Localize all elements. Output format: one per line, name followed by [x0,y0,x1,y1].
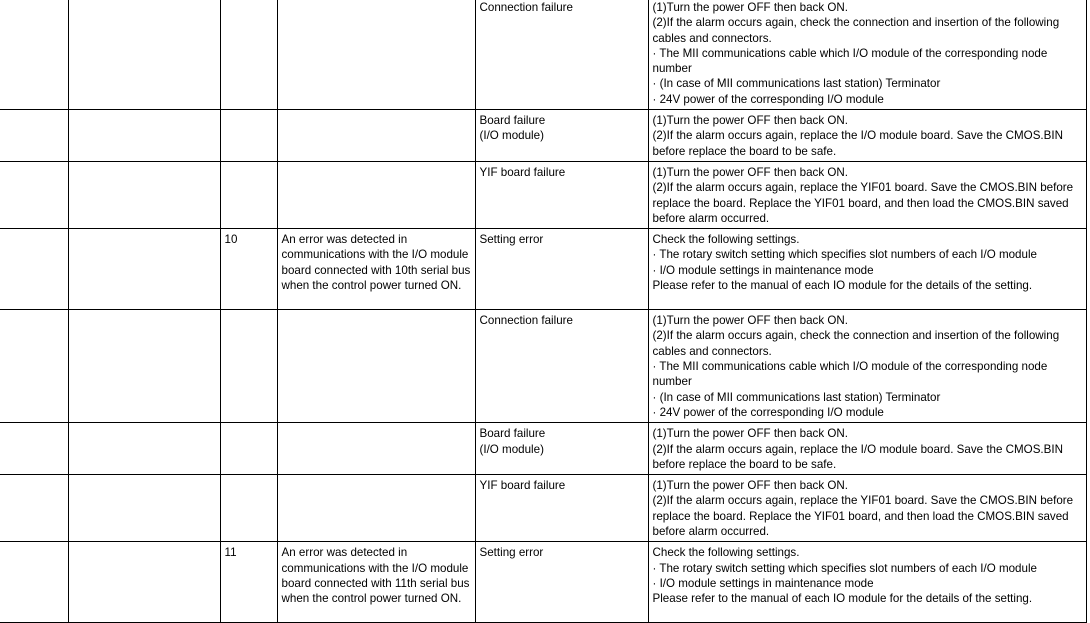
error-description-cell: An error was detected in communications with the I/O module board connected with 11th serial bus when the control power turned ON. [277,542,475,623]
table-row [0,310,1086,423]
blank-cell [0,310,68,423]
remedy-cell: (1)Turn the power OFF then back ON. (2)If the alarm occurs again, check the connection and insertion of the following cables and connectors. · The MII communications cable which I/O module of the corresponding node number · (In case of MII communications last station) Terminator · 24V power of the corresponding I/O module [648,0,1086,110]
cause-cell: Board failure (I/O module) [475,110,648,162]
table-row [0,475,1086,542]
blank-cell [0,542,68,623]
table-row [0,229,1086,310]
blank-cell [68,423,220,475]
blank-cell [68,475,220,542]
sub-code-cell [220,423,277,475]
sub-code-cell [220,475,277,542]
blank-cell [68,110,220,162]
remedy-cell: Check the following settings. · The rotary switch setting which specifies slot numbers of each I/O module · I/O module settings in maintenance mode Please refer to the manual of each IO module for the details of the setting. [648,542,1086,623]
error-description-cell [277,310,475,423]
cause-cell: Setting error [475,542,648,623]
table-row [0,423,1086,475]
table-row [0,110,1086,162]
error-description-cell [277,0,475,110]
blank-cell [0,0,68,110]
blank-cell [68,0,220,110]
blank-cell [0,475,68,542]
error-description-cell [277,475,475,542]
remedy-cell: (1)Turn the power OFF then back ON. (2)If the alarm occurs again, check the connection and insertion of the following cables and connectors. · The MII communications cable which I/O module of the corresponding node number · (In case of MII communications last station) Terminator · 24V power of the corresponding I/O module [648,310,1086,423]
table-row [0,542,1086,623]
error-description-cell [277,161,475,228]
sub-code-cell [220,161,277,228]
remedy-cell: (1)Turn the power OFF then back ON. (2)If the alarm occurs again, replace the I/O module board. Save the CMOS.BIN before replace the board to be safe. [648,423,1086,475]
error-description-cell: An error was detected in communications with the I/O module board connected with 10th serial bus when the control power turned ON. [277,229,475,310]
sub-code-cell: 11 [220,542,277,623]
table-row [0,0,1086,110]
blank-cell [0,229,68,310]
cause-cell: Connection failure [475,0,648,110]
blank-cell [68,542,220,623]
blank-cell [68,161,220,228]
sub-code-cell [220,310,277,423]
cause-cell: YIF board failure [475,475,648,542]
cause-cell: YIF board failure [475,161,648,228]
remedy-cell: (1)Turn the power OFF then back ON. (2)If the alarm occurs again, replace the YIF01 board. Save the CMOS.BIN before replace the board. Replace the YIF01 board, and then load the CMOS.BIN saved before alarm occurred. [648,475,1086,542]
table-row [0,161,1086,228]
cause-cell: Connection failure [475,310,648,423]
remedy-cell: (1)Turn the power OFF then back ON. (2)If the alarm occurs again, replace the I/O module board. Save the CMOS.BIN before replace the board to be safe. [648,110,1086,162]
remedy-cell: (1)Turn the power OFF then back ON. (2)If the alarm occurs again, replace the YIF01 board. Save the CMOS.BIN before replace the board. Replace the YIF01 board, and then load the CMOS.BIN saved before alarm occurred. [648,161,1086,228]
sub-code-cell [220,110,277,162]
cause-cell: Board failure (I/O module) [475,423,648,475]
blank-cell [68,229,220,310]
sub-code-cell [220,0,277,110]
error-description-cell [277,110,475,162]
blank-cell [0,110,68,162]
cause-cell: Setting error [475,229,648,310]
error-description-cell [277,423,475,475]
sub-code-cell: 10 [220,229,277,310]
blank-cell [0,161,68,228]
remedy-cell: Check the following settings. · The rotary switch setting which specifies slot numbers of each I/O module · I/O module settings in maintenance mode Please refer to the manual of each IO module for the details of the setting. [648,229,1086,310]
blank-cell [0,423,68,475]
blank-cell [68,310,220,423]
